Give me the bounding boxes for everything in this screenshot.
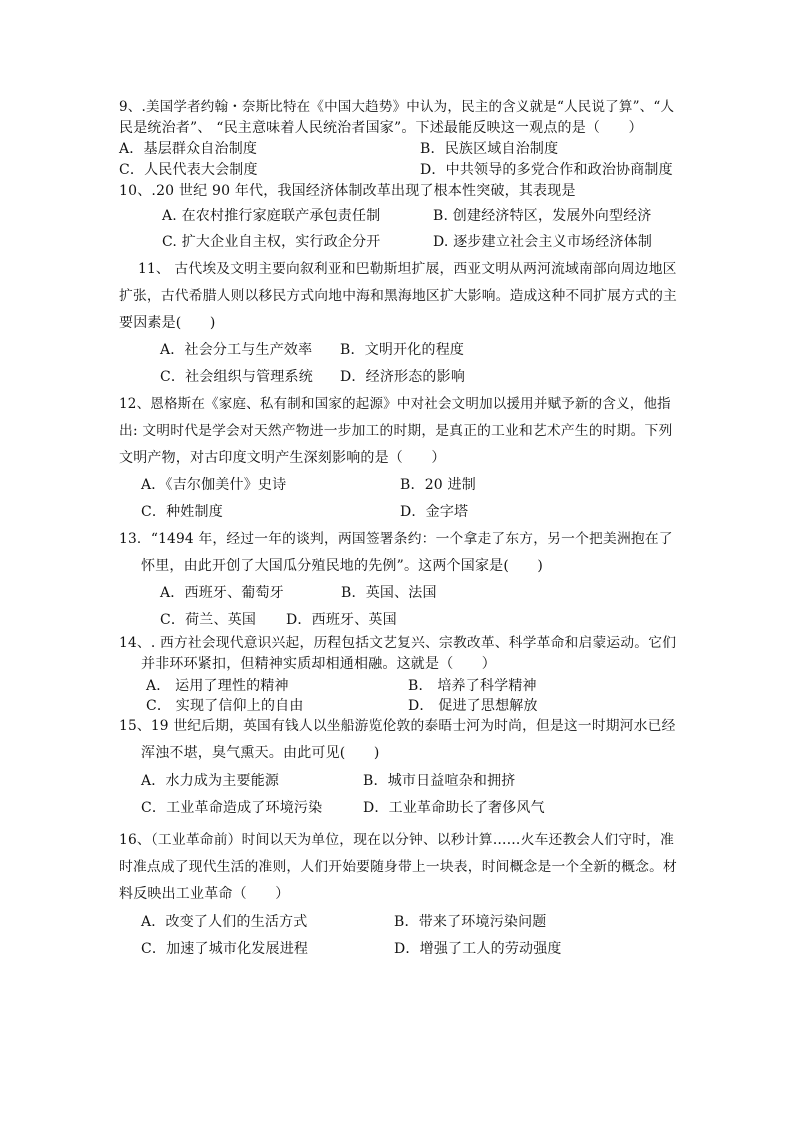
question-16-line-1: 16、（工业革命前）时间以天为单位，现在以分钟、以秒计算……火车还教会人们守时，准 (119, 832, 675, 848)
question-11-option-c: C．社会组织与管理系统 (160, 369, 313, 385)
question-15-option-d: D．工业革命助长了奢侈风气 (363, 800, 545, 816)
question-13-option-a: A．西班牙、葡萄牙 (160, 585, 284, 601)
question-10-option-b: B. 创建经济特区，发展外向型经济 (433, 208, 652, 224)
question-14-line-1: 14、. 西方社会现代意识兴起，历程包括文艺复兴、宗教改革、科学革命和启蒙运动。它们 (119, 635, 677, 651)
question-13-line-2: 怀里，由此开创了大国瓜分殖民地的先例”。这两个国家是( ) (141, 558, 544, 574)
question-15-line-2: 浑浊不堪，臭气熏天。由此可见( ) (141, 745, 380, 761)
question-15-option-c: C．工业革命造成了环境污染 (141, 800, 323, 816)
question-9-option-c: C．人民代表大会制度 (119, 162, 258, 178)
question-16-option-b: B．带来了环境污染问题 (394, 914, 547, 930)
question-11-line-1: 11、 古代埃及文明主要向叙利亚和巴勒斯坦扩展，西亚文明从两河流域南部向周边地区 (138, 261, 677, 277)
question-14-option-c: C． 实现了信仰上的自由 (146, 698, 304, 714)
question-14-line-2: 并非环环紧扣，但精神实质却相通相融。这就是（ ） (141, 656, 496, 672)
question-14-option-d: D． 促进了思想解放 (408, 698, 538, 714)
question-15-option-b: B．城市日益喧杂和拥挤 (363, 773, 516, 789)
question-12-option-a: A．《吉尔伽美什》史诗 (141, 477, 287, 493)
question-10-option-d: D. 逐步建立社会主义市场经济体制 (433, 234, 653, 250)
question-13-option-d: D．西班牙、英国 (286, 612, 397, 628)
question-10-option-a: A. 在农村推行家庭联产承包责任制 (162, 208, 381, 224)
question-11-option-b: B．文明开化的程度 (340, 342, 465, 358)
question-11-line-3: 要因素是( ) (119, 315, 216, 331)
question-12-line-3: 文明产物，对古印度文明产生深刻影响的是（ ） (119, 450, 446, 466)
question-9-line-1: 9、.美国学者约翰・奈斯比特在《中国大趋势》中认为，民主的含义就是“人民说了算”、“人 (119, 99, 675, 115)
question-15-option-a: A．水力成为主要能源 (141, 773, 280, 789)
question-13-option-b: B．英国、法国 (341, 585, 437, 601)
question-10-option-c: C. 扩大企业自主权，实行政企分开 (162, 234, 381, 250)
question-11-line-2: 扩张，古代希腊人则以移民方式向地中海和黑海地区扩大影响。造成这种不同扩展方式的主 (119, 288, 678, 304)
question-14-option-a: A． 运用了理性的精神 (146, 678, 289, 694)
question-16-option-a: A．改变了人们的生活方式 (141, 914, 308, 930)
question-16-option-c: C．加速了城市化发展进程 (141, 941, 309, 957)
question-16-line-2: 时准点成了现代生活的准则，人们开始要随身带上一块表，时间概念是一个全新的概念。材 (119, 859, 678, 875)
question-12-option-d: D．金字塔 (400, 504, 469, 520)
question-12-option-c: C．种姓制度 (141, 504, 223, 520)
question-16-option-d: D．增强了工人的劳动强度 (394, 941, 562, 957)
question-12-option-b: B．20 进制 (400, 477, 476, 493)
question-9-option-a: A．基层群众自治制度 (119, 141, 258, 157)
question-13-option-c: C．荷兰、英国 (160, 612, 257, 628)
question-11-option-d: D．经济形态的影响 (340, 369, 466, 385)
question-16-line-3: 料反映出工业革命（ ） (119, 886, 290, 902)
question-9-line-2: 民是统治者”、 “民主意味着人民统治者国家”。下述最能反映这一观点的是（ ） (119, 120, 643, 136)
question-14-option-b: B． 培养了科学精神 (408, 678, 537, 694)
question-12-line-1: 12、恩格斯在《家庭、私有制和国家的起源》中对社会文明加以援用并赋予新的含义，他指 (119, 396, 671, 412)
question-13-line-1: 13．“1494 年，经过一年的谈判，两国签署条约：一个拿走了东方，另一个把美洲抱在了 (119, 531, 673, 547)
question-10-line-1: 10、.20 世纪 90 年代，我国经济体制改革出现了根本性突破，其表现是 (119, 183, 576, 199)
question-12-line-2: 出: 文明时代是学会对天然产物进一步加工的时期，是真正的工业和艺术产生的时期。下列 (119, 423, 673, 439)
question-15-line-1: 15、19 世纪后期，英国有钱人以坐船游览伦敦的泰晤士河为时尚，但是这一时期河水已经 (119, 718, 676, 734)
question-9-option-d: D．中共领导的多党合作和政治协商制度 (420, 162, 673, 178)
question-9-option-b: B．民族区域自治制度 (420, 141, 559, 157)
question-11-option-a: A．社会分工与生产效率 (160, 342, 313, 358)
